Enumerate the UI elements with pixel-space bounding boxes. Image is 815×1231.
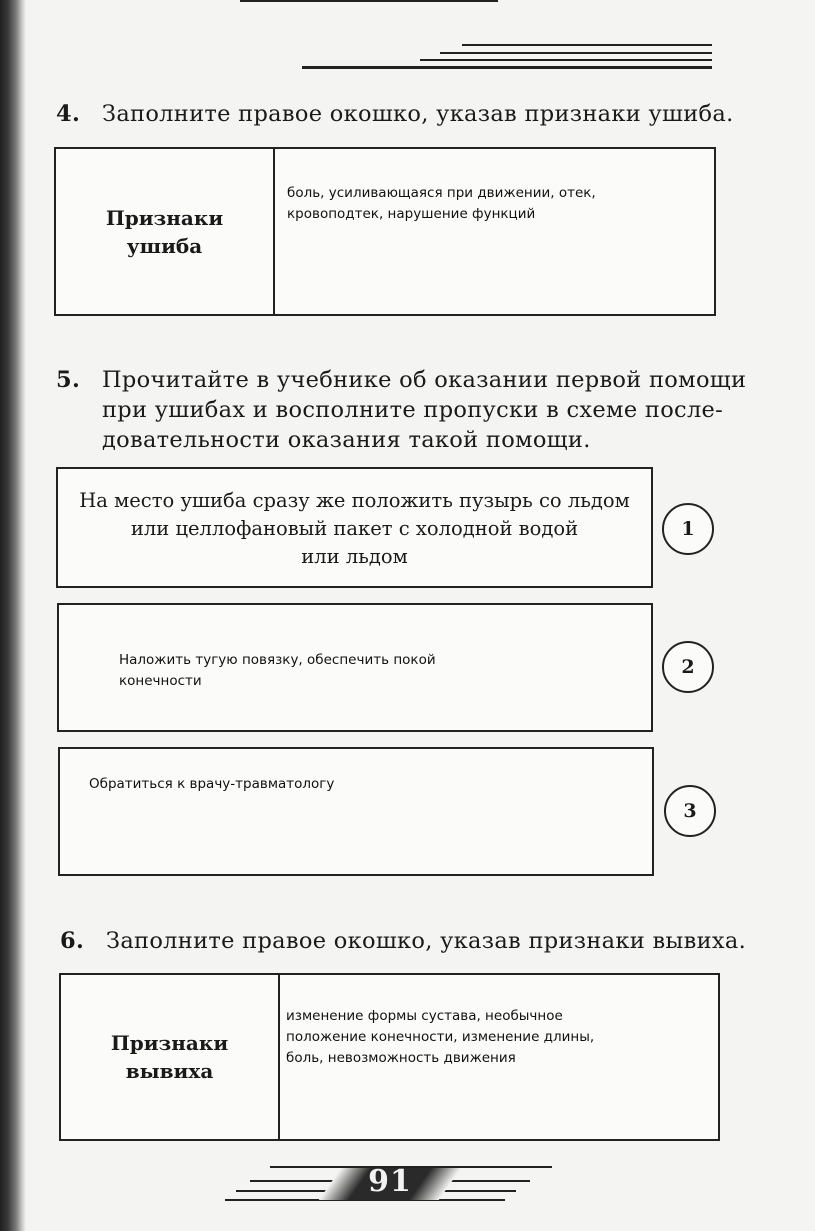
task-4-label: Признаки ушиба <box>105 205 224 258</box>
task-5-text-line-2: при ушибах и восполните пропуски в схеме после- <box>102 397 724 423</box>
task-6-number: 6. <box>60 928 85 954</box>
step-1-box <box>56 467 653 588</box>
task-5-heading <box>56 365 756 457</box>
task-6-heading <box>60 926 760 956</box>
step-1-circle: 1 <box>662 503 714 555</box>
step-2-answer-field[interactable] <box>119 650 539 692</box>
task-6-answer-field[interactable] <box>286 1006 706 1069</box>
task-4-text: Заполните правое окошко, указав признаки ушиба. <box>102 101 734 127</box>
task-4-label-cell <box>56 149 275 314</box>
task-4-answer-line-2: кровоподтек, нарушение функций <box>287 206 536 222</box>
header-rule-2 <box>440 52 712 54</box>
task-4-number: 4. <box>56 101 81 127</box>
task-6-answer-line-3: боль, невозможность движения <box>286 1050 516 1066</box>
step-1-printed-text <box>58 487 651 571</box>
book-spine-shadow <box>0 0 26 1231</box>
step-3-box <box>58 747 654 876</box>
step-1-line-3: или льдом <box>301 545 408 568</box>
page-number: 91 <box>368 1164 412 1199</box>
task-5-text-line-3: довательности оказания такой помощи. <box>102 427 591 453</box>
task-4-table <box>54 147 716 316</box>
header-rule-4 <box>302 66 712 69</box>
task-4-heading <box>56 99 756 129</box>
task-4-answer-line-1: боль, усиливающаяся при движении, отек, <box>287 185 596 201</box>
task-5-text <box>102 365 752 455</box>
top-rule <box>240 0 498 2</box>
task-6-table <box>59 973 720 1141</box>
step-2-answer-line-2: конечности <box>119 673 202 689</box>
task-5-text-line-1: Прочитайте в учебнике об оказании первой помощи <box>102 367 747 393</box>
header-rule-1 <box>462 44 712 46</box>
task-6-answer-line-2: положение конечности, изменение длины, <box>286 1029 595 1045</box>
step-1-line-1: На место ушиба сразу же положить пузырь со льдом <box>79 489 630 512</box>
step-2-box <box>57 603 653 732</box>
task-4-answer-field[interactable] <box>287 183 707 225</box>
step-3-circle: 3 <box>664 785 716 837</box>
step-3-answer-line-1: Обратиться к врачу-травматологу <box>89 776 335 792</box>
step-2-circle: 2 <box>662 641 714 693</box>
task-6-answer-line-1: изменение формы сустава, необычное <box>286 1008 563 1024</box>
task-5-number: 5. <box>56 367 81 393</box>
header-rule-3 <box>420 59 712 61</box>
step-2-answer-line-1: Наложить тугую повязку, обеспечить покой <box>119 652 436 668</box>
step-3-answer-field[interactable] <box>89 774 509 795</box>
task-6-label: Признаки вывиха <box>110 1031 229 1083</box>
step-1-line-2: или целлофановый пакет с холодной водой <box>130 517 579 540</box>
task-6-label-cell <box>61 975 280 1139</box>
task-6-text: Заполните правое окошко, указав признаки вывиха. <box>106 928 747 954</box>
